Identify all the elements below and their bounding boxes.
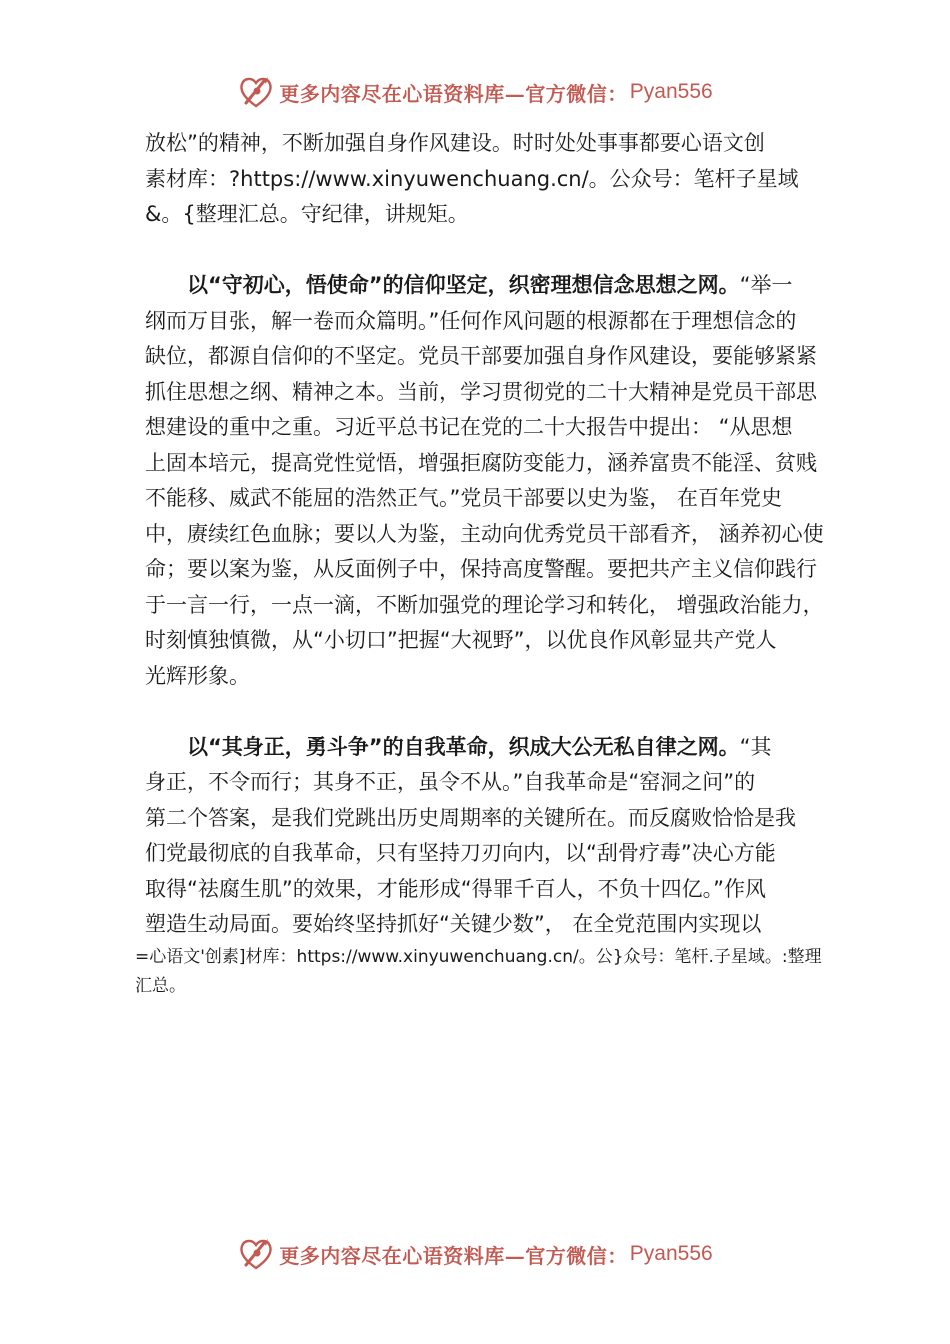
paragraph-heading: 以“其身正，勇斗争”的自我革命，织成大公无私自律之网。	[187, 734, 740, 759]
text-line: &。{整理汇总。守纪律，讲规矩。	[145, 202, 469, 226]
banner-wechat-id: Pyan556	[629, 80, 713, 103]
text-line: 们党最彻底的自我革命，只有坚持刀刃向内，以“刮骨疗毒”决心方能	[145, 841, 776, 865]
pen-in-heart-logo-icon	[237, 73, 275, 111]
document-body	[145, 126, 825, 943]
text-line: 抓住思想之纲、精神之本。当前，学习贯彻党的二十大精神是党员干部思	[145, 379, 817, 404]
text-span: “其	[739, 734, 772, 759]
text-line: 塑造生动局面。要始终坚持抓好“关键少数”， 在全党范围内实现以	[145, 912, 762, 936]
text-line: 纲而万目张，解一卷而众篇明。”任何作风问题的根源都在于理想信念的	[145, 308, 797, 333]
text-line: 身正，不令而行；其身不正，虽令不从。”自我革命是“窑洞之问”的	[145, 770, 756, 794]
banner-wechat-id: Pyan556	[629, 1242, 713, 1265]
header-banner	[0, 70, 950, 114]
text-line: 上固本培元，提高党性觉悟，增强拒腐防变能力，涵养富贵不能淫、贫贱	[145, 450, 817, 475]
banner-text: 更多内容尽在心语资料库—官方微信：	[279, 1243, 628, 1268]
text-line: 放松”的精神，不断加强自身作风建设。时时处处事事都要心语文创	[145, 131, 765, 155]
text-line: 缺位，都源自信仰的不坚定。党员干部要加强自身作风建设，要能够紧紧	[145, 344, 817, 368]
text-line: 不能移、威武不能屈的浩然正气。”党员干部要以史为鉴， 在百年党史	[145, 486, 783, 510]
text-line: 于一言一行，一点一滴，不断加强党的理论学习和转化， 增强政治能力，	[145, 592, 824, 617]
text-line: 取得“祛腐生肌”的效果，才能形成“得罪千百人，不负十四亿。”作风	[145, 876, 767, 901]
text-line: 中，赓续红色血脉；要以人为鉴，主动向优秀党员干部看齐， 涵养初心使	[145, 521, 824, 546]
paragraph-heading: 以“守初心，悟使命”的信仰坚定，织密理想信念思想之网。	[187, 273, 740, 297]
text-line: 命；要以案为鉴，从反面例子中，保持高度警醒。要把共产主义信仰践行	[145, 557, 817, 581]
footnote-line: =心语文'创素]材库：https://www.xinyuwenchuang.cn/。公}众号：笔杆.子星域。:整理	[135, 947, 822, 967]
text-span: “举一	[739, 273, 793, 297]
banner-text: 更多内容尽在心语资料库—官方微信：	[279, 81, 628, 106]
text-line: 光辉形象。	[145, 663, 250, 688]
footnote	[135, 943, 850, 1001]
pen-in-heart-logo-icon	[237, 1235, 275, 1273]
footnote-line: 汇总。	[135, 976, 186, 996]
text-line: 素材库：?https://www.xinyuwenchuang.cn/。公众号：笔杆子星域	[145, 166, 799, 191]
text-line: 想建设的重中之重。习近平总书记在党的二十大报告中提出： “从思想	[145, 415, 793, 439]
text-line: 时刻慎独慎微，从“小切口”把握“大视野”，以优良作风彰显共产党人	[145, 628, 777, 652]
paragraph-first-line	[145, 730, 825, 766]
text-line: 第二个答案，是我们党跳出历史周期率的关键所在。而反腐败恰恰是我	[145, 805, 796, 830]
paragraph-first-line	[145, 268, 825, 304]
footer-banner	[0, 1232, 950, 1276]
